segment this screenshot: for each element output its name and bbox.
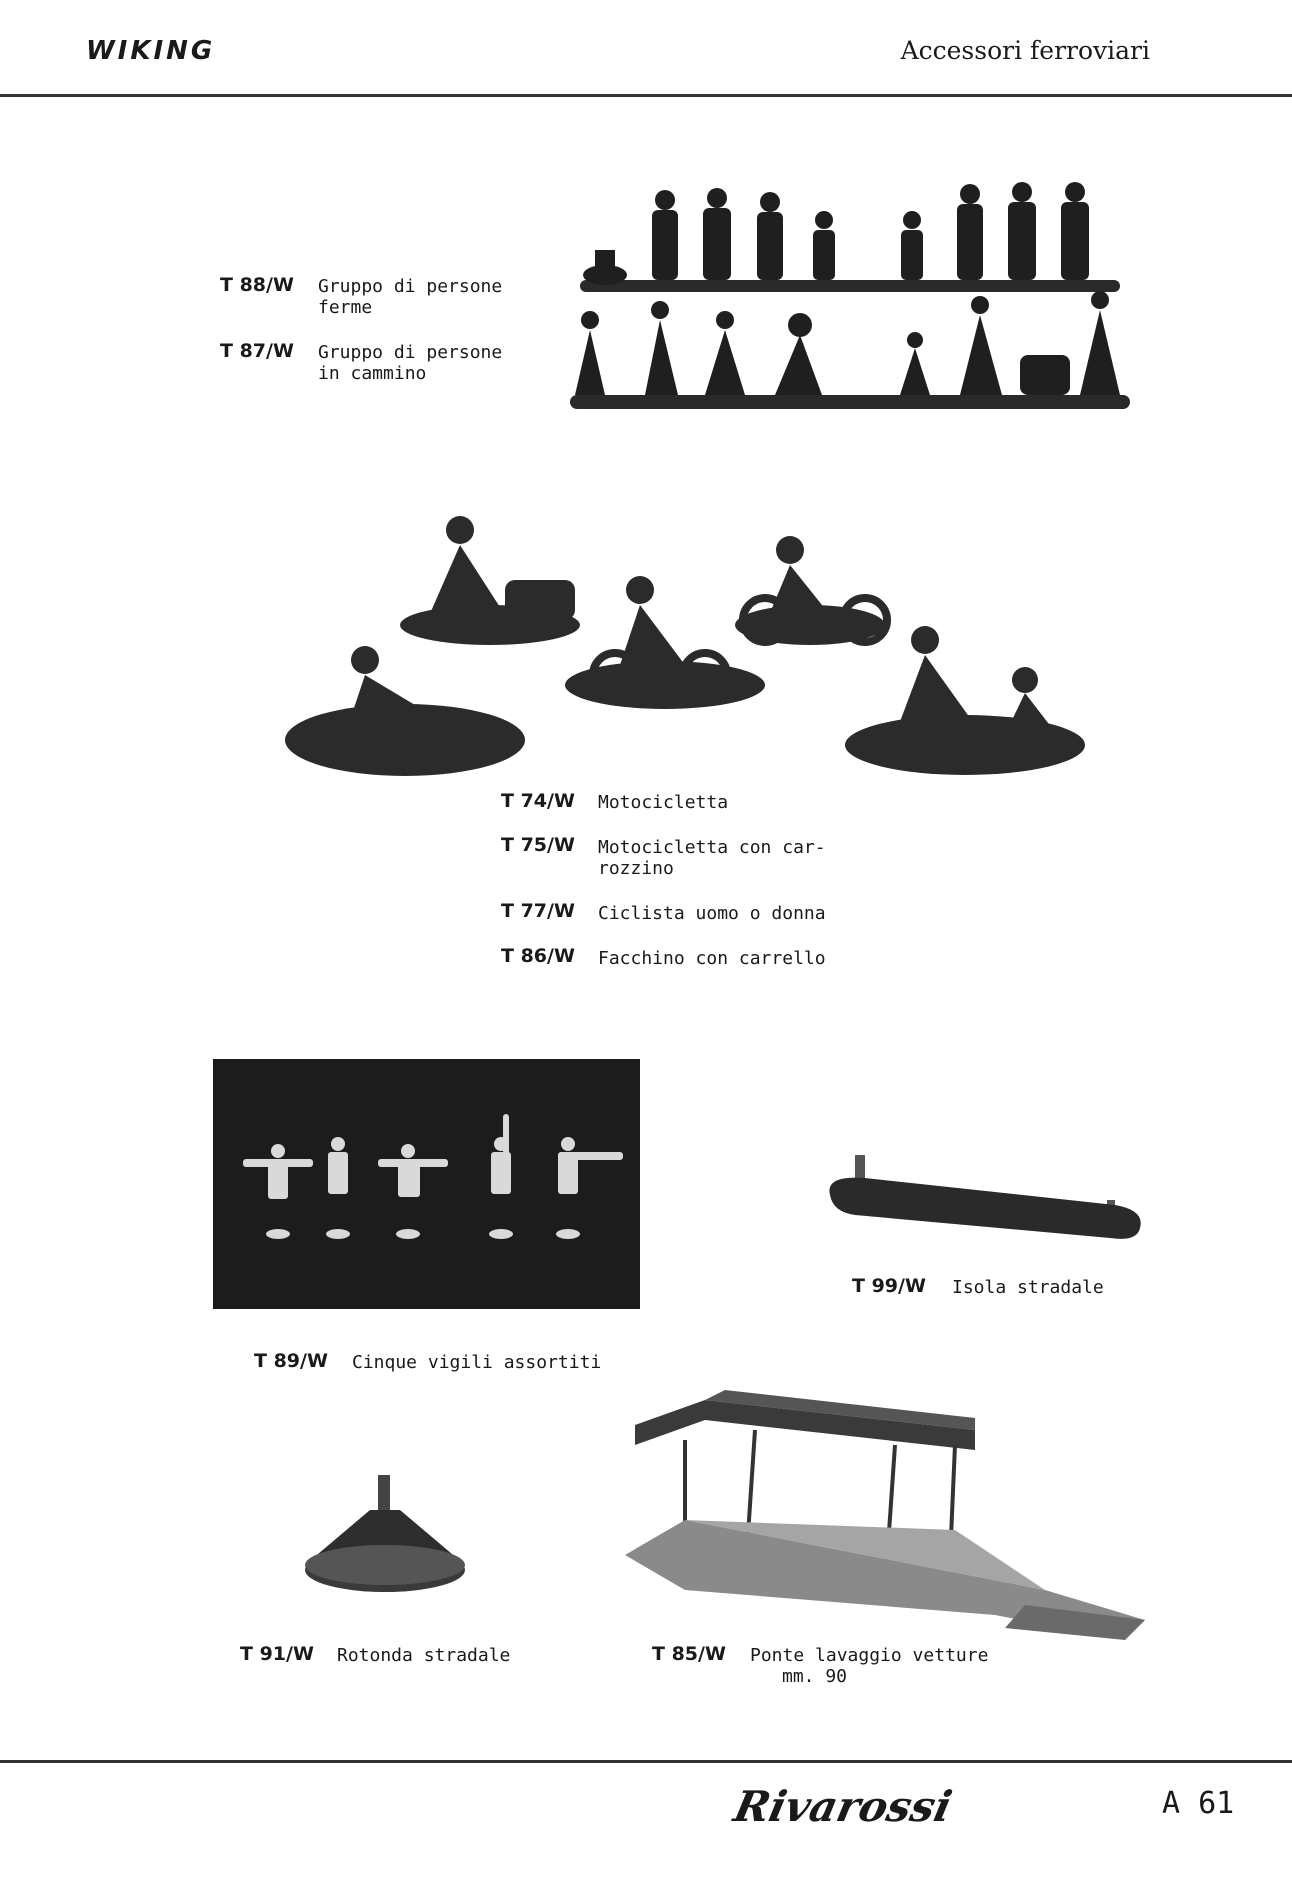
item-desc-t85-line1: Ponte lavaggio vetture [750, 1645, 989, 1666]
header-rule [0, 94, 1292, 97]
item-code-t99: T 99/W [852, 1275, 926, 1297]
item-desc-t77: Ciclista uomo o donna [598, 903, 826, 924]
footer-rule [0, 1760, 1292, 1763]
item-desc-t91: Rotonda stradale [337, 1645, 511, 1666]
item-desc-t88-line2: ferme [318, 297, 373, 318]
car-wash-bridge-image [625, 1390, 1155, 1640]
item-desc-t86: Facchino con carrello [598, 948, 826, 969]
people-figures-image [560, 180, 1150, 420]
item-desc-t87-line1: Gruppo di persone [318, 342, 503, 363]
item-code-t89: T 89/W [254, 1350, 328, 1372]
item-desc-t75-line2: rozzino [598, 858, 674, 879]
item-desc-t85-line2: mm. 90 [782, 1666, 848, 1687]
roundabout-image [300, 1470, 470, 1600]
item-code-t88: T 88/W [220, 274, 294, 296]
item-code-t85: T 85/W [652, 1643, 726, 1665]
item-desc-t88-line1: Gruppo di persone [318, 276, 503, 297]
page-number: A 61 [1162, 1786, 1235, 1821]
item-code-t77: T 77/W [501, 900, 575, 922]
item-desc-t89: Cinque vigili assortiti [352, 1352, 602, 1373]
item-code-t86: T 86/W [501, 945, 575, 967]
section-title: Accessori ferroviari [900, 36, 1150, 65]
item-desc-t99: Isola stradale [952, 1277, 1104, 1298]
item-code-t74: T 74/W [501, 790, 575, 812]
motorcycles-image [285, 505, 1085, 790]
brand-title: WIKING [86, 36, 216, 66]
rivarossi-logo: Rivarossi [729, 1782, 957, 1831]
traffic-policemen-image [213, 1059, 640, 1309]
item-code-t75: T 75/W [501, 834, 575, 856]
item-code-t87: T 87/W [220, 340, 294, 362]
traffic-island-image [825, 1150, 1145, 1245]
item-desc-t87-line2: in cammino [318, 363, 427, 384]
item-desc-t75-line1: Motocicletta con car- [598, 837, 826, 858]
item-desc-t74: Motocicletta [598, 792, 729, 813]
item-code-t91: T 91/W [240, 1643, 314, 1665]
